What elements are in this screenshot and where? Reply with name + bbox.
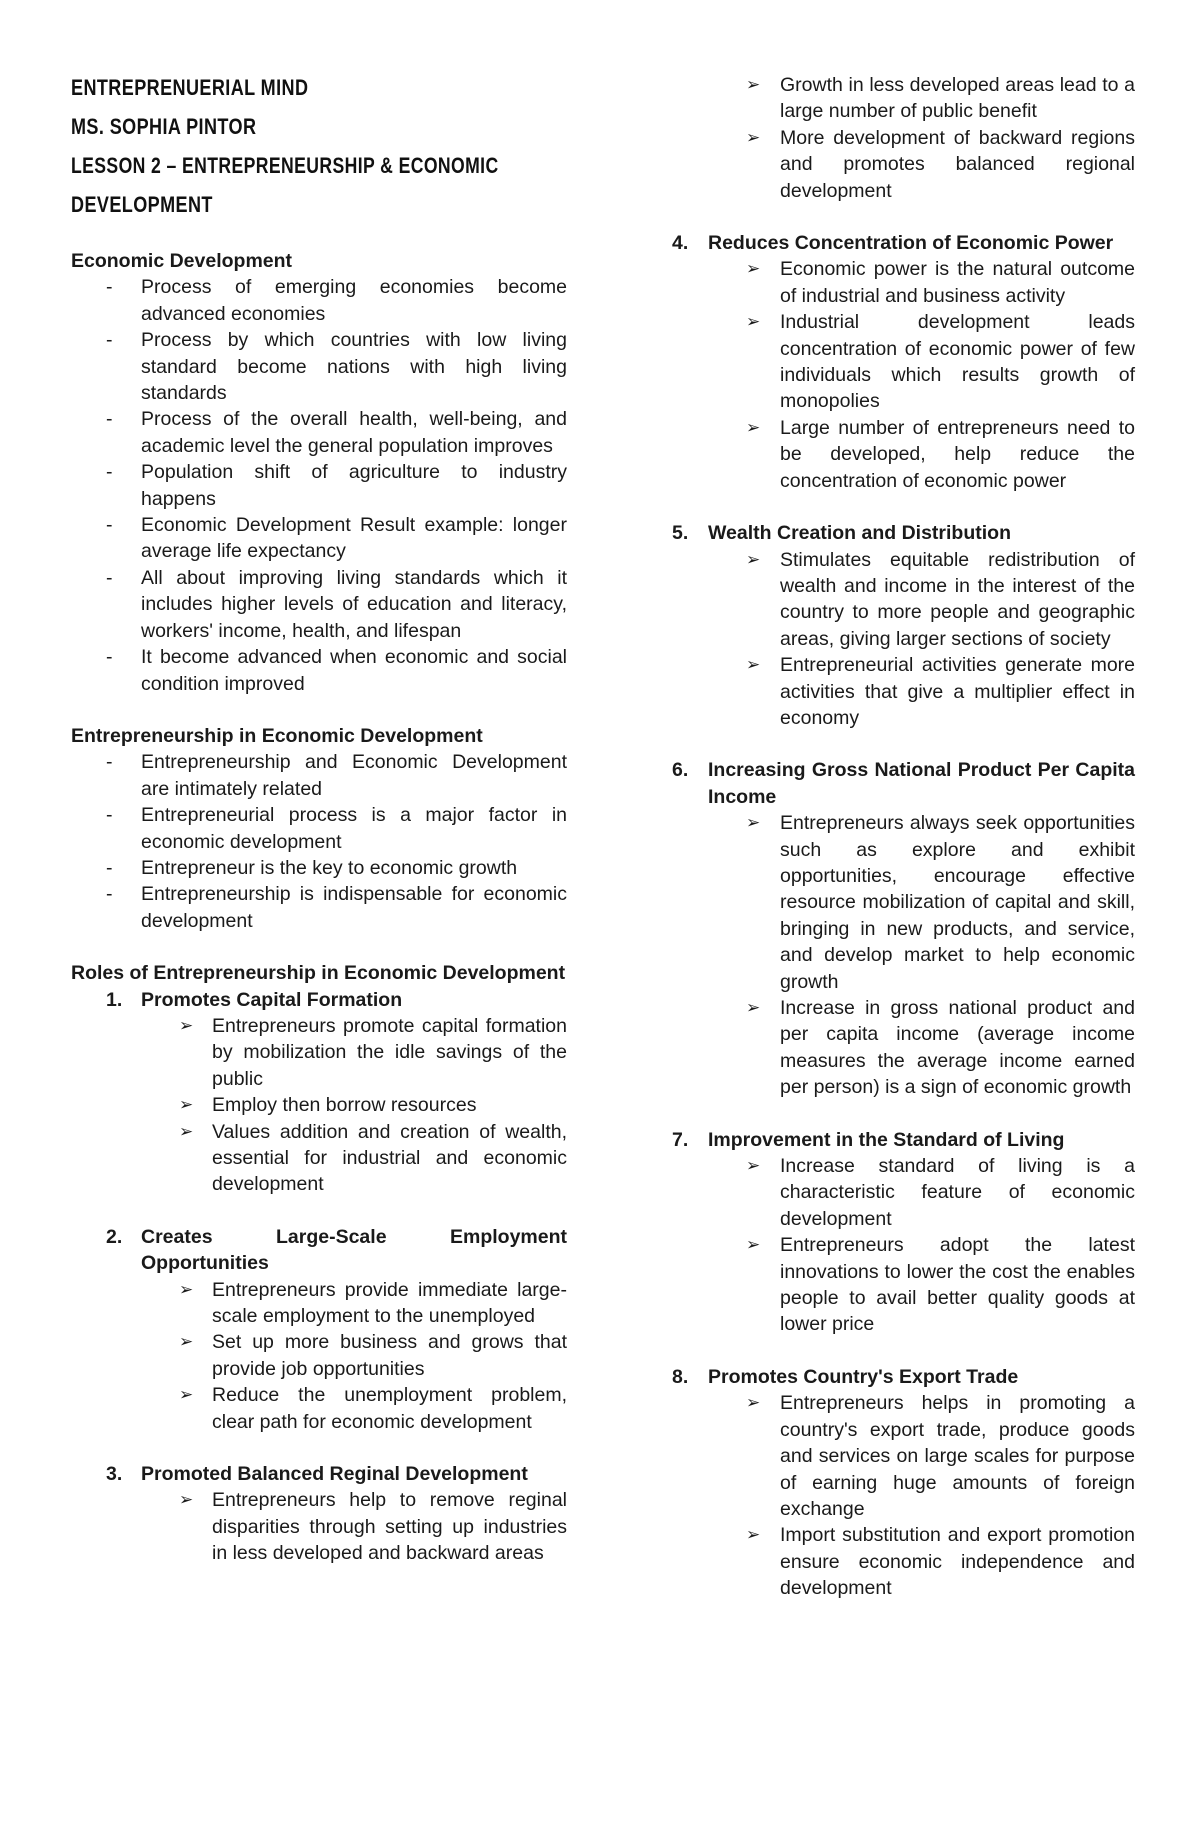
arrow-bullet-icon: ➢ <box>746 1235 761 1255</box>
arrow-bullet-icon: ➢ <box>746 75 761 94</box>
arrow-bullet-icon: ➢ <box>746 1525 761 1545</box>
role-points <box>71 1487 567 1566</box>
list-item: - All about improving living standards which it includes higher levels of education and literacy, workers' income, health, and lifespan <box>106 566 567 642</box>
role-points <box>672 1390 1135 1601</box>
lesson-title-line-2: DEVELOPMENT <box>71 192 213 217</box>
dash-bullet: - <box>106 329 113 352</box>
role-title: 6. Increasing Gross National Product Per Capita Income <box>672 759 1135 808</box>
list-item: ➢ Entrepreneurs adopt the latest innovations to lower the cost the enables people to avail better quality goods at lower price <box>746 1234 1135 1336</box>
entrepreneurship-in-ed-heading: Entrepreneurship in Economic Development <box>71 724 483 747</box>
dash-bullet: - <box>106 514 113 537</box>
dash-bullet: - <box>106 646 113 669</box>
role-title: 2. Creates Large-Scale Employment Opportunities <box>106 1225 567 1275</box>
list-item: - Entrepreneur is the key to economic growth <box>71 855 567 881</box>
list-item: - Economic Development Result example: longer average life expectancy <box>106 514 567 563</box>
arrow-bullet-icon: ➢ <box>179 1095 194 1115</box>
entrepreneurship-in-ed-list <box>71 749 567 934</box>
list-item: ➢ Employ then borrow resources <box>71 1092 567 1118</box>
dash-bullet: - <box>106 566 113 589</box>
list-item: - Process of the overall health, well-being, and academic level the general population improves <box>106 408 567 457</box>
economic-development-list <box>71 274 567 697</box>
list-item: ➢ Growth in less developed areas lead to a large number of public benefit <box>746 74 1135 123</box>
role-points <box>672 810 1135 1100</box>
arrow-bullet-icon: ➢ <box>179 1279 194 1299</box>
list-item: ➢ Industrial development leads concentration of economic power of few individuals which results growth of monopolies <box>746 311 1135 413</box>
role-6 <box>672 757 1135 1100</box>
economic-development-heading: Economic Development <box>71 250 293 272</box>
list-item: ➢ Large number of entrepreneurs need to be developed, help reduce the concentration of economic power <box>746 416 1135 492</box>
role-2 <box>71 1224 567 1435</box>
list-item: ➢ Increase in gross national product and per capita income (average income measures the average income earned per person) is a sign of economic growth <box>746 997 1135 1099</box>
list-item: - Process by which countries with low living standard become nations with high living standards <box>106 329 567 405</box>
role-title: 1. Promotes Capital Formation <box>106 988 403 1011</box>
dash-bullet: - <box>106 276 113 299</box>
arrow-bullet-icon: ➢ <box>746 549 761 569</box>
dash-bullet: - <box>106 856 113 879</box>
list-item: - Entrepreneurship is indispensable for economic development <box>106 883 567 932</box>
role-points <box>71 1277 567 1435</box>
arrow-bullet-icon: ➢ <box>746 127 761 147</box>
list-item: - Process of emerging economies become advanced economies <box>106 276 567 325</box>
arrow-bullet-icon: ➢ <box>746 259 761 279</box>
instructor-name: MS. SOPHIA PINTOR <box>71 114 257 139</box>
dash-bullet: - <box>106 804 113 827</box>
list-item: - Entrepreneurial process is a major factor in economic development <box>106 804 567 853</box>
role-3 <box>71 1461 567 1567</box>
list-item: ➢ Entrepreneurs helps in promoting a country's export trade, produce goods and services on large scales for purpose of earning huge amounts of foreign exchange <box>746 1392 1135 1520</box>
list-item: ➢ Increase standard of living is a characteristic feature of economic development <box>746 1155 1135 1230</box>
role-1 <box>71 987 567 1198</box>
dash-bullet: - <box>106 461 113 484</box>
list-item: ➢ Entrepreneurs promote capital formation by mobilization the idle savings of the public <box>179 1014 567 1090</box>
arrow-bullet-icon: ➢ <box>746 1156 761 1176</box>
role-5 <box>672 520 1135 731</box>
role-title: 3. Promoted Balanced Reginal Development <box>106 1463 528 1486</box>
list-item: ➢ Entrepreneurial activities generate more activities that give a multiplier effect in economy <box>746 654 1135 729</box>
role-title: 5. Wealth Creation and Distribution <box>672 522 1011 545</box>
list-item: ➢ Economic power is the natural outcome of industrial and business activity <box>746 258 1135 307</box>
list-item: ➢ Entrepreneurs help to remove reginal disparities through setting up industries in less developed and backward areas <box>179 1489 567 1565</box>
lesson-title-line-1: LESSON 2 – ENTREPRENEURSHIP & ECONOMIC <box>71 153 499 178</box>
role-4 <box>672 230 1135 494</box>
role-8 <box>672 1364 1135 1602</box>
role-points <box>71 1013 567 1198</box>
arrow-bullet-icon: ➢ <box>179 1332 194 1352</box>
arrow-bullet-icon: ➢ <box>179 1490 194 1510</box>
roles-heading: Roles of Entrepreneurship in Economic Development <box>71 962 566 985</box>
course-title: ENTREPRENUERIAL MIND <box>71 75 309 100</box>
list-item: ➢ Stimulates equitable redistribution of wealth and income in the interest of the country to more people and geographic areas, giving larger sections of society <box>746 548 1135 650</box>
list-item: ➢ Set up more business and grows that provide job opportunities <box>179 1331 567 1380</box>
right-column <box>672 72 1135 1628</box>
role-7 <box>672 1127 1135 1338</box>
list-item: ➢ Import substitution and export promotion ensure economic independence and development <box>746 1524 1135 1600</box>
role-title: 8. Promotes Country's Export Trade <box>672 1365 1019 1388</box>
list-item: - It become advanced when economic and social condition improved <box>106 646 567 695</box>
list-item: ➢ Reduce the unemployment problem, clear path for economic development <box>179 1384 567 1433</box>
role-points <box>672 1153 1135 1338</box>
dash-bullet: - <box>106 408 113 431</box>
arrow-bullet-icon: ➢ <box>179 1121 194 1141</box>
list-item: - Entrepreneurship and Economic Development are intimately related <box>106 751 567 800</box>
left-column <box>71 68 567 1593</box>
arrow-bullet-icon: ➢ <box>746 813 761 833</box>
dash-bullet: - <box>106 883 113 906</box>
list-item: ➢ Entrepreneurs always seek opportunities such as explore and exhibit opportunities, encourage effective resource mobilization of capital and skill, bringing in new products, and service, and develop market to help economic growth <box>746 812 1135 993</box>
list-item: ➢ More development of backward regions and promotes balanced regional development <box>746 126 1135 202</box>
list-item: ➢ Entrepreneurs provide immediate large-scale employment to the unemployed <box>179 1278 567 1328</box>
role-points <box>672 547 1135 732</box>
arrow-bullet-icon: ➢ <box>746 1393 761 1413</box>
arrow-bullet-icon: ➢ <box>746 998 761 1017</box>
arrow-bullet-icon: ➢ <box>179 1015 194 1035</box>
arrow-bullet-icon: ➢ <box>179 1385 194 1405</box>
list-item: - Population shift of agriculture to industry happens <box>106 461 567 510</box>
role-points <box>672 256 1135 494</box>
arrow-bullet-icon: ➢ <box>746 312 761 332</box>
list-item: ➢ Values addition and creation of wealth, essential for industrial and economic development <box>179 1120 567 1196</box>
dash-bullet: - <box>106 751 113 774</box>
role-title: 4. Reduces Concentration of Economic Power <box>672 232 1114 255</box>
document-header <box>71 68 567 224</box>
role-3-continued-points <box>672 72 1135 204</box>
role-title: 7. Improvement in the Standard of Living <box>672 1128 1065 1151</box>
arrow-bullet-icon: ➢ <box>746 417 761 437</box>
arrow-bullet-icon: ➢ <box>746 655 761 675</box>
